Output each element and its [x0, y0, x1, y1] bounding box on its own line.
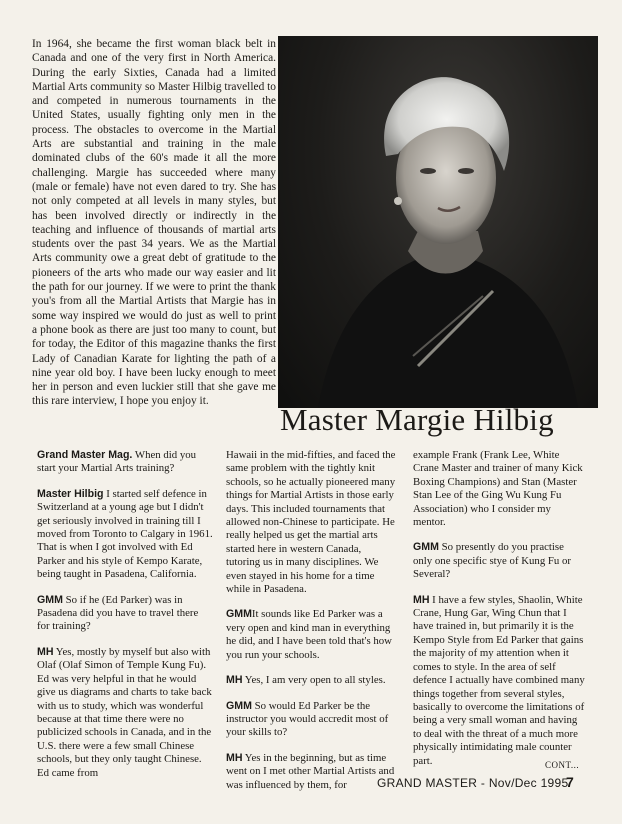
paragraph-text: I have a few styles, Shaolin, White Crane, Hung Gar, Wing Chun that I have trained in, but primarily it is the Kempo Style from Ed Parker that gains the majority of my attention when it comes to style. In the area of self defence I actually have combined many things together from several styles, basically to overcome the limitations of being a very small woman and having to deal with the threat of a much more physically intimidating male counter part. [413, 593, 585, 767]
paragraph-text: It sounds like Ed Parker was a very open and kind man in everything he did, and I have been told that's how you run your schools. [226, 608, 392, 661]
speaker-label: MH [413, 593, 430, 606]
interview-column-3 [413, 449, 585, 780]
speaker-label: GMM [37, 593, 63, 606]
speaker-label: MH [37, 645, 54, 658]
speaker-label: MH [226, 674, 243, 687]
interview-column-2 [226, 449, 396, 804]
speaker-label: GMM [413, 541, 439, 554]
speaker-label: Grand Master Mag. [37, 449, 133, 461]
interview-paragraph [226, 608, 396, 662]
continued-marker: CONT... [545, 760, 580, 770]
paragraph-text: Yes, I am very open to all styles. [242, 674, 386, 687]
interview-column-1 [37, 449, 213, 792]
speaker-label: GMM [226, 608, 252, 621]
paragraph-text: So presently do you practise only one specific stye of Kung Fu or Several? [413, 541, 572, 581]
paragraph-text: When did you start your Martial Arts training? [37, 449, 197, 475]
interview-paragraph [37, 594, 213, 634]
paragraph-text: So if he (Ed Parker) was in Pasadena did you have to travel there for training? [37, 593, 199, 633]
interview-paragraph [37, 488, 213, 582]
intro-paragraph: In 1964, she became the first woman black belt in Canada and one of the very first in North America. During the early Sixties, Canada had a limited Martial Arts community so Master Hilbig travelled to and competed in numerous tournaments in the United States, usually fighting only men in the process. The obstacles to overcome in the Martial Arts are substantial and training in the male dominated clubs of the 60's made it all the more challenging. Margie has succeeded where many (male or female) have not even dared to try. She has not only competed at all levels in many styles, but has been involved directly or indirectly in the teaching and influence of thousands of martial arts students over the past 34 years. We as the Martial Arts community owe a great debt of gratitude to the pioneers of the arts who made our way easier and lit the path for our journey. If we were to print the thank you's from all the Martial Artists that Margie has in some way inspired we would do just as well to print a phone book as there are just too many to count, but for today, the Editor of this magazine thanks the first Lady of Canadian Karate for lighting the path of a nine year old boy. I have been lucky enough to meet her in person and even luckier still that she gave me this rare interview, I hope you enjoy it. [32, 38, 276, 408]
paragraph-text: Yes, mostly by myself but also with Olaf (Olaf Simon of Temple Kung Fu). Ed was very helpful in that he would give us diagrams and charts to take back with us to study, which was wonderful because at that time there were no publicized schools in Canada, and in the U.S. there were a few small Chinese schools, but they only taught Chinese. Ed came from [37, 645, 212, 779]
interview-paragraph [413, 594, 585, 768]
paragraph-text: I started self defence in Switzerland at a young age but I didn't get seriously involved in training till I moved from Toronto to Calgary in 1961. That is when I got involved with Ed Parker and his style of Kempo Karate, being taught in Pasadena, California. [37, 487, 213, 581]
speaker-label: GMM [226, 699, 252, 712]
interview-paragraph [226, 752, 396, 792]
interview-paragraph [413, 541, 585, 581]
paragraph-text: So would Ed Parker be the instructor you would accredit most of your skills to? [226, 699, 389, 739]
interview-paragraph: example Frank (Frank Lee, White Crane Master and trainer of many Kick Boxing Champions) and Stan (Master Stan Lee of the Ging Wu Kung Fu Association) who I consider my mentor. [413, 449, 583, 529]
interview-paragraph [226, 700, 396, 740]
interview-paragraph [226, 674, 396, 687]
interview-paragraph [37, 449, 213, 476]
paragraph-text: Yes in the beginning, but as time went on I met other Martial Artists and was influenced by them, for [226, 751, 395, 791]
speaker-label: MH [226, 751, 243, 764]
interview-paragraph [37, 646, 213, 780]
page-number: 7 [566, 774, 574, 790]
speaker-label: Master Hilbig [37, 487, 104, 500]
portrait-photo [278, 36, 598, 408]
interview-paragraph: Hawaii in the mid-fifties, and faced the same problem with the tightly knit schools, so he actually pioneered many things for Martial Artists in those early days. This included tournaments that allowed non-Chinese to participate. He really helped us get the martial arts started here in western Canada, tutoring us in many disciplines. We even stayed in his home for a time while in Pasadena. [226, 449, 396, 596]
portrait-illustration [278, 36, 598, 408]
page-footer: GRAND MASTER - Nov/Dec 1995 [377, 776, 569, 790]
article-headline: Master Margie Hilbig [280, 402, 554, 437]
